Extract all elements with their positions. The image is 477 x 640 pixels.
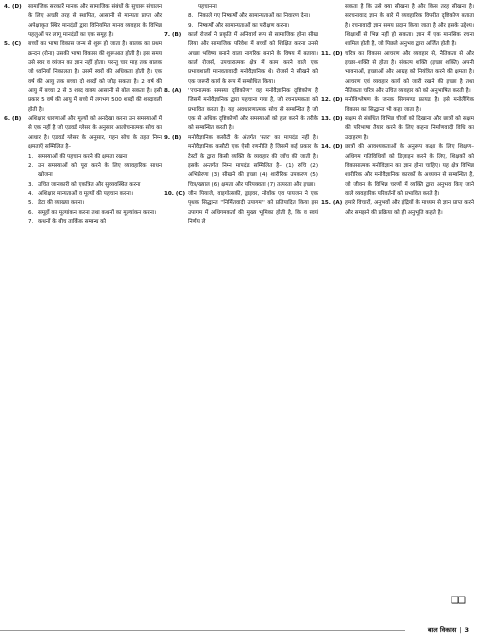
answer-text: ''रचनात्मक समस्या दृष्टिकोण'' वह मनोवैज्ञानिक दृष्टिकोण है जिसमें मनोवैज्ञानिक द्वारा पहचाना गया है, जो रचनात्मकता को प्रभावित करता है। यह अवधारणात्मक सोच से सम्बन्धित है जो एक से अधिक दृष्टिकोणों और समस्याओं को हल करने के तरीके को सम्बन्धित करती है। <box>188 88 318 132</box>
answer-item <box>164 87 318 134</box>
answer-text: कार्ल रोजर्स ने प्रकृति में अनिवार्य रूप से सामाजिक होना सीख लिया और सामाजिक परिवेश में बच्चों को शिक्षित करना उनसे अच्छा भविष्य बनाने वाला नागरिक बनाने के विषय में बताया। कार्ल रोजर्स, उपचारात्मक क्षेत्र में काम करने वाले एक प्रभावशाली मानवतावादी मनोवैज्ञानिक थे। रोजर्स ने सीखने को एक जरूरी कार्य के रूप में सम्बोधित किया। <box>188 32 318 85</box>
list-item: 5. डेटा की व्याख्या करना। <box>28 200 85 207</box>
list-item: 8. निकाले गए निष्कर्षों और सामान्यताओं का निवारण देना। <box>188 13 311 20</box>
answer-item <box>321 115 474 143</box>
list-item: 7. कथनों के बीच तार्किक सम्बन्ध को <box>28 218 107 225</box>
answer-number: 7. (B) <box>164 32 182 39</box>
list-item: 6. समूहों का मूल्यांकन करना तथा कथनों का मूल्यांकन करना। <box>28 209 157 216</box>
numbered-list-continued <box>188 3 318 31</box>
answer-item <box>321 50 474 97</box>
answer-number: 6. (B) <box>4 116 22 123</box>
list-item: 2. उन समस्याओं को पूरा करने के लिए व्यावहारिक साधन खोजना <box>28 162 162 179</box>
answer-item <box>4 3 162 40</box>
answer-item <box>4 40 162 115</box>
list-item: 1. समस्याओं की पहचान करने की क्षमता रखना <box>28 153 128 160</box>
answer-text: मनोविश्लेषण के जनक सिगमण्ड फ्रायड है। इसे मनोलैंगिक विकास का सिद्धान्त भी कहा जाता है। <box>345 97 474 113</box>
list-item: 4. अशिक्षार मान्यताओं व मूल्यों की पहचान करना। <box>28 190 133 197</box>
paragraph-continuation: सकता है कि उसे क्या सीखना है और किस तरह सीखना है। सरचनावाद ज्ञान के बारे में व्यवहारिक विपरीत दृष्टिकोण बताता है। रचनावादी ज्ञान समय प्रदान किया जाता है और इसके उद्देश्य। शिक्षार्थी से भिन्न नहीं हो सकता। ज्ञान में एक मानसिक रचना शामिल होती है, जो पिछले अनुभव द्वारा अर्जित होती है। <box>345 4 474 48</box>
answer-number: 13. (D) <box>321 116 343 123</box>
answer-item <box>321 199 474 218</box>
column-2 <box>164 3 321 609</box>
answer-item <box>321 143 474 199</box>
list-item: 3. उचित जानकारी को एकत्रित और सुव्यवस्थित करना <box>28 181 141 188</box>
footer-title: बाल विकास <box>427 626 457 634</box>
answer-item <box>164 190 318 227</box>
answer-text: जीन पियाजे, वाइगोत्सकी, ड्राइवर, नोवॉक एव पायजन ने एक पृथक सिद्धान्त ''निर्मितवादी उपागम'' को प्रतिपादित किया इस उपागम में अधिगमकर्ता की मुख्य भूमिका होती है, कि व स्वयं निर्णय ले <box>188 190 318 225</box>
column-3 <box>321 3 474 609</box>
answer-number: 4. (D) <box>4 4 22 10</box>
answer-number: 9. (B) <box>164 134 182 141</box>
answer-text: हमारे विचारों, अनुभवों और इंद्रियों के माध्यम से ज्ञान प्राप्त करने और समझने की प्रक्रिया को ही अनुभूति कहते है। <box>345 200 474 216</box>
answer-number: 12. (D) <box>321 97 343 104</box>
answer-number: 10. (C) <box>164 190 186 197</box>
answer-text: बच्चों का भाषा विकास जन्म से शुरू हो जाता है। बालक का प्रथम क्रन्दन (रोना) उसकी भाषा विकास की शुरूआत होती है। इस समय उसे स्वर व व्यंजन का ज्ञान नहीं होता। परन्तु चार माह तक बालक जो ध्वनियाँ निकालता है। उसमें स्वरों की अधिकता होती है। एक वर्ष की आयु तक बच्चा दो शब्दों को जोड़ सकता है। 2 वर्ष की आयु में बच्चा 2 से 3 शब्द वाक्य आसानी से बोल सकता है। इसी प्रकार 5 वर्ष की आयु में बच्चे में लगभग 500 शब्दों की शब्दावली होती है। <box>28 41 162 113</box>
answer-number: 11. (D) <box>321 50 343 57</box>
answer-text: सामाजिक सरकारें मानक और सामाजिक संबंधों के सुचारू संचालन के लिए अच्छी तरह से स्थापित, आसानी से मान्यता प्राप्त और अपेक्षाकृत स्थिर मानदंडों द्वारा विनियमित मानव व्यवहार के विभिन्न पहलुओं पर लागू मानदंडों का एक समूह है। <box>28 4 162 39</box>
list-item <box>188 3 318 12</box>
text-columns <box>4 3 474 609</box>
answer-text: चरित्र का विकास आचरण और व्यवहार से, नैतिकता से और इच्छा–शक्ति से होता है। संकल्प शक्ति (इच्छा शक्ति) अपनी भावनाओं, इच्छाओं और आग्रह को नियंत्रित करने की क्षमता है। आचरण एवं व्यवहार कार्य को जारी रखने की इच्छा है तथा नैतिकता चरित्र और उचित व्यवहार को को अनुभाषित करती है। <box>345 50 474 95</box>
footer-rule <box>0 630 405 631</box>
answer-number: 5. (C) <box>4 41 22 48</box>
answer-text: छात्रों की आवश्यकताओं के अनुरूप कक्षा के लिए शिक्षण–अधिगम गतिविधियों को डिज़ाइन करने के लिए, शिक्षकों को विकासात्मक मनोविज्ञान का ज्ञान होना चाहिए। यह क्षेत्र विभिन्न शारीरिक और मनोवैज्ञानिक कारकों के अध्ययन से सम्बन्धित है, जो जीवन के विभिन्न चरणों में व्यक्ति द्वारा अनुभव किए जाने वाले व्यवहारिक परिवर्तनों को प्रभावित करते है। <box>345 144 474 197</box>
page-number: 3 <box>464 626 469 634</box>
answer-number: 15. (A) <box>321 200 343 207</box>
answer-item <box>164 31 318 87</box>
answer-text: अशिक्षार धारणाओं और मूल्यों को अनदेखा करना उन समस्याओं में से एक नहीं है जो एडवर्ड ग्लेसर के अनुसार आलोचनात्मक सोच का आधार है। एडवर्ड ग्लेसर के अनुसार, गहन सोच के तहत निम्न क्षमताएँ सम्मिलित है– <box>28 116 162 151</box>
numbered-list <box>28 153 162 228</box>
answer-number: 8. (A) <box>164 88 182 95</box>
footer-separator: | <box>459 626 462 634</box>
answer-item <box>321 96 474 115</box>
answer-item <box>4 115 162 227</box>
list-item: 9. निष्कर्षों और सामान्यताओं का परीक्षण करना। <box>188 22 290 29</box>
answer-number: 14. (D) <box>321 144 343 151</box>
answer-text: सक्षम से संबंधित विभिन्न चीजों को दिखाना और छात्रों को सक्षम की परिभाषा तैयार करने के लिए कहना निर्माणवादी विधि का उदाहरण है। <box>345 116 474 141</box>
column-1 <box>4 3 164 609</box>
list-item-continuation: पहचानना <box>198 4 217 10</box>
end-of-section-mark: ❑❑ <box>450 596 465 606</box>
page-footer <box>0 626 477 640</box>
answer-text: मनोवैज्ञानिक कसौटी के अंतर्गत 'स्तर' का मापदंड नहीं है। मनोवैज्ञानिक कसौटी एक ऐसी रणनीति है जिसमें कई प्रकार के टेस्टों के द्वारा किसी व्यक्ति के व्यवहार की जाँच की जाती है। इसके अन्तर्गत निम्न मापदंड सम्मिलित है– (1) रुचि (2) अभिप्रेरणा (3) सीखने की इच्छा (4) शारीरिक उपकरण (5) चित्र/ख्याल (6) क्षमता और परिपक्वता (7) तत्परता और इच्छा। <box>188 134 318 188</box>
answer-item <box>164 134 318 190</box>
